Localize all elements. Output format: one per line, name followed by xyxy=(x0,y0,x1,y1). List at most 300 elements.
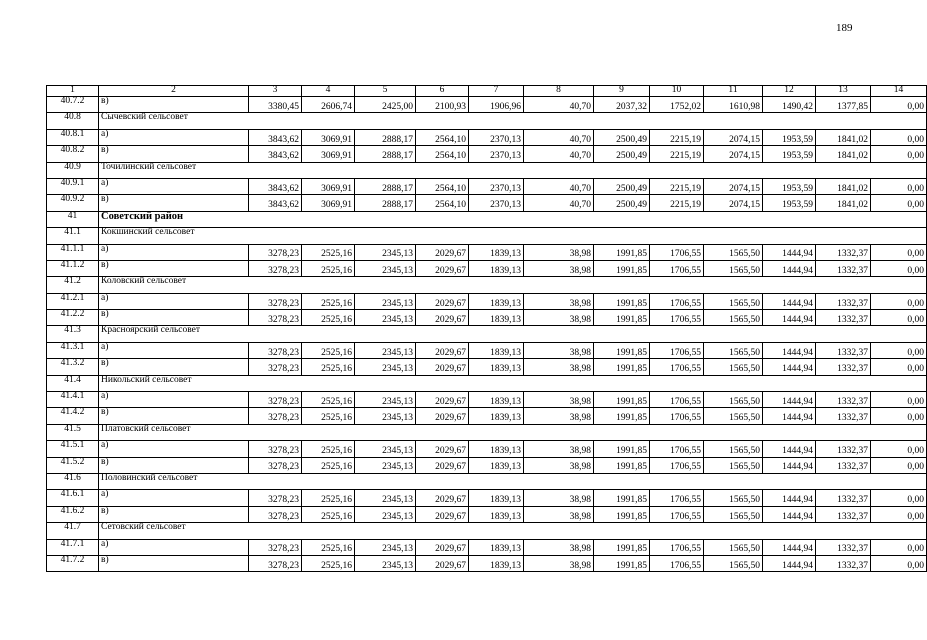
value-cell: 2074,15 xyxy=(704,195,763,211)
row-code: 40.9.1 xyxy=(47,178,99,194)
section-title: Никольский сельсовет xyxy=(99,375,927,391)
value-cell: 1565,50 xyxy=(704,260,763,276)
value-cell: 1444,94 xyxy=(763,342,816,358)
value-cell: 1444,94 xyxy=(763,310,816,326)
value-cell: 1377,85 xyxy=(816,97,871,113)
table-row xyxy=(47,310,927,326)
value-cell: 1444,94 xyxy=(763,457,816,473)
value-cell: 2215,19 xyxy=(650,146,704,162)
table-row xyxy=(47,441,927,457)
row-code: 41.2.2 xyxy=(47,310,99,326)
value-cell: 2564,10 xyxy=(416,146,469,162)
row-code: 41.7.2 xyxy=(47,555,99,571)
value-cell: 1991,85 xyxy=(594,441,650,457)
value-cell: 1332,37 xyxy=(816,441,871,457)
value-cell: 1991,85 xyxy=(594,244,650,260)
value-cell: 1444,94 xyxy=(763,260,816,276)
value-cell: 1953,59 xyxy=(763,129,816,145)
value-cell: 1565,50 xyxy=(704,506,763,522)
row-label: в) xyxy=(99,506,249,522)
table-row xyxy=(47,342,927,358)
table-row xyxy=(47,457,927,473)
value-cell: 1991,85 xyxy=(594,310,650,326)
value-cell: 2345,13 xyxy=(355,555,416,571)
value-cell: 40,70 xyxy=(524,178,594,194)
value-cell: 0,00 xyxy=(871,129,927,145)
value-cell: 2029,67 xyxy=(416,555,469,571)
value-cell: 1565,50 xyxy=(704,359,763,375)
row-label: а) xyxy=(99,392,249,408)
value-cell: 3278,23 xyxy=(249,555,302,571)
value-cell: 2345,13 xyxy=(355,310,416,326)
value-cell: 2029,67 xyxy=(416,408,469,424)
value-cell: 2500,49 xyxy=(594,129,650,145)
value-cell: 1991,85 xyxy=(594,408,650,424)
row-label: в) xyxy=(99,359,249,375)
value-cell: 1444,94 xyxy=(763,408,816,424)
value-cell: 2525,16 xyxy=(302,490,355,506)
value-cell: 0,00 xyxy=(871,342,927,358)
value-cell: 1706,55 xyxy=(650,293,704,309)
value-cell: 0,00 xyxy=(871,293,927,309)
value-cell: 1610,98 xyxy=(704,97,763,113)
value-cell: 0,00 xyxy=(871,359,927,375)
row-label: в) xyxy=(99,555,249,571)
row-label: в) xyxy=(99,146,249,162)
value-cell: 3278,23 xyxy=(249,244,302,260)
value-cell: 1752,02 xyxy=(650,97,704,113)
value-cell: 2525,16 xyxy=(302,244,355,260)
row-label: а) xyxy=(99,490,249,506)
value-cell: 2345,13 xyxy=(355,408,416,424)
value-cell: 2345,13 xyxy=(355,244,416,260)
value-cell: 1490,42 xyxy=(763,97,816,113)
value-cell: 1991,85 xyxy=(594,392,650,408)
row-label: а) xyxy=(99,244,249,260)
value-cell: 1841,02 xyxy=(816,178,871,194)
table-row xyxy=(47,244,927,260)
value-cell: 40,70 xyxy=(524,146,594,162)
value-cell: 2500,49 xyxy=(594,178,650,194)
value-cell: 2345,13 xyxy=(355,359,416,375)
row-label: в) xyxy=(99,260,249,276)
row-label: в) xyxy=(99,310,249,326)
table-row xyxy=(47,260,927,276)
value-cell: 1953,59 xyxy=(763,195,816,211)
section-title: Платовский сельсовет xyxy=(99,424,927,440)
row-label: в) xyxy=(99,408,249,424)
table-row xyxy=(47,146,927,162)
row-label: а) xyxy=(99,129,249,145)
value-cell: 1444,94 xyxy=(763,359,816,375)
value-cell: 2888,17 xyxy=(355,178,416,194)
value-cell: 2370,13 xyxy=(469,195,524,211)
table-row xyxy=(47,555,927,571)
value-cell: 1839,13 xyxy=(469,310,524,326)
value-cell: 1706,55 xyxy=(650,359,704,375)
header-cell: 9 xyxy=(594,86,650,97)
header-cell: 6 xyxy=(416,86,469,97)
value-cell: 1706,55 xyxy=(650,342,704,358)
table-row xyxy=(47,293,927,309)
value-cell: 1839,13 xyxy=(469,506,524,522)
value-cell: 2564,10 xyxy=(416,195,469,211)
value-cell: 2525,16 xyxy=(302,539,355,555)
value-cell: 38,98 xyxy=(524,457,594,473)
value-cell: 1839,13 xyxy=(469,293,524,309)
value-cell: 1332,37 xyxy=(816,244,871,260)
row-label: а) xyxy=(99,178,249,194)
value-cell: 1839,13 xyxy=(469,392,524,408)
value-cell: 2606,74 xyxy=(302,97,355,113)
value-cell: 2029,67 xyxy=(416,392,469,408)
value-cell: 40,70 xyxy=(524,129,594,145)
value-cell: 3278,23 xyxy=(249,457,302,473)
row-code: 41.1.2 xyxy=(47,260,99,276)
value-cell: 2525,16 xyxy=(302,359,355,375)
row-code: 41.1.1 xyxy=(47,244,99,260)
row-label: в) xyxy=(99,195,249,211)
value-cell: 2525,16 xyxy=(302,457,355,473)
value-cell: 1953,59 xyxy=(763,146,816,162)
value-cell: 2525,16 xyxy=(302,392,355,408)
row-code: 41.2.1 xyxy=(47,293,99,309)
value-cell: 1839,13 xyxy=(469,539,524,555)
value-cell: 2525,16 xyxy=(302,293,355,309)
value-cell: 1839,13 xyxy=(469,408,524,424)
section-title: Точилинский сельсовет xyxy=(99,162,927,178)
value-cell: 1332,37 xyxy=(816,359,871,375)
value-cell: 1444,94 xyxy=(763,490,816,506)
section-row xyxy=(47,326,927,342)
value-cell: 38,98 xyxy=(524,310,594,326)
row-label: а) xyxy=(99,342,249,358)
value-cell: 3278,23 xyxy=(249,392,302,408)
value-cell: 2525,16 xyxy=(302,260,355,276)
header-cell: 1 xyxy=(47,86,99,97)
value-cell: 3278,23 xyxy=(249,490,302,506)
value-cell: 2525,16 xyxy=(302,441,355,457)
tariff-table xyxy=(46,85,927,572)
value-cell: 40,70 xyxy=(524,97,594,113)
header-cell: 11 xyxy=(704,86,763,97)
row-code: 40.9 xyxy=(47,162,99,178)
value-cell: 2100,93 xyxy=(416,97,469,113)
value-cell: 1839,13 xyxy=(469,441,524,457)
table-row xyxy=(47,195,927,211)
row-code: 41.3.2 xyxy=(47,359,99,375)
section-row xyxy=(47,473,927,489)
value-cell: 2029,67 xyxy=(416,457,469,473)
row-code: 40.9.2 xyxy=(47,195,99,211)
header-row xyxy=(47,86,927,97)
value-cell: 2888,17 xyxy=(355,146,416,162)
value-cell: 3843,62 xyxy=(249,178,302,194)
header-cell: 8 xyxy=(524,86,594,97)
value-cell: 1444,94 xyxy=(763,293,816,309)
value-cell: 0,00 xyxy=(871,408,927,424)
value-cell: 2345,13 xyxy=(355,392,416,408)
value-cell: 2370,13 xyxy=(469,129,524,145)
section-row xyxy=(47,113,927,129)
value-cell: 2029,67 xyxy=(416,342,469,358)
value-cell: 38,98 xyxy=(524,408,594,424)
value-cell: 2074,15 xyxy=(704,178,763,194)
value-cell: 1332,37 xyxy=(816,310,871,326)
table-row xyxy=(47,129,927,145)
section-row xyxy=(47,523,927,539)
value-cell: 2037,32 xyxy=(594,97,650,113)
header-cell: 12 xyxy=(763,86,816,97)
row-code: 41.6.1 xyxy=(47,490,99,506)
value-cell: 1706,55 xyxy=(650,457,704,473)
value-cell: 3278,23 xyxy=(249,539,302,555)
value-cell: 1841,02 xyxy=(816,146,871,162)
value-cell: 2525,16 xyxy=(302,506,355,522)
value-cell: 2215,19 xyxy=(650,195,704,211)
row-label: а) xyxy=(99,441,249,457)
value-cell: 38,98 xyxy=(524,392,594,408)
value-cell: 3843,62 xyxy=(249,146,302,162)
row-code: 41 xyxy=(47,211,99,227)
value-cell: 1332,37 xyxy=(816,539,871,555)
row-code: 41.5.1 xyxy=(47,441,99,457)
value-cell: 1706,55 xyxy=(650,244,704,260)
value-cell: 0,00 xyxy=(871,441,927,457)
value-cell: 0,00 xyxy=(871,539,927,555)
value-cell: 1839,13 xyxy=(469,555,524,571)
value-cell: 2888,17 xyxy=(355,195,416,211)
row-code: 41.4.1 xyxy=(47,392,99,408)
section-row xyxy=(47,277,927,293)
value-cell: 1706,55 xyxy=(650,441,704,457)
value-cell: 0,00 xyxy=(871,178,927,194)
value-cell: 0,00 xyxy=(871,146,927,162)
value-cell: 1565,50 xyxy=(704,457,763,473)
value-cell: 3069,91 xyxy=(302,195,355,211)
value-cell: 1565,50 xyxy=(704,293,763,309)
value-cell: 1565,50 xyxy=(704,392,763,408)
value-cell: 0,00 xyxy=(871,195,927,211)
section-row xyxy=(47,228,927,244)
value-cell: 1839,13 xyxy=(469,244,524,260)
section-title: Коловский сельсовет xyxy=(99,277,927,293)
value-cell: 1839,13 xyxy=(469,490,524,506)
value-cell: 2215,19 xyxy=(650,129,704,145)
value-cell: 2370,13 xyxy=(469,146,524,162)
header-cell: 3 xyxy=(249,86,302,97)
value-cell: 1332,37 xyxy=(816,260,871,276)
value-cell: 38,98 xyxy=(524,441,594,457)
value-cell: 1565,50 xyxy=(704,490,763,506)
value-cell: 2345,13 xyxy=(355,260,416,276)
value-cell: 1991,85 xyxy=(594,293,650,309)
row-code: 41.6.2 xyxy=(47,506,99,522)
value-cell: 1841,02 xyxy=(816,195,871,211)
value-cell: 2029,67 xyxy=(416,293,469,309)
value-cell: 0,00 xyxy=(871,392,927,408)
value-cell: 3278,23 xyxy=(249,293,302,309)
table-row xyxy=(47,392,927,408)
value-cell: 1706,55 xyxy=(650,506,704,522)
value-cell: 1991,85 xyxy=(594,490,650,506)
value-cell: 1444,94 xyxy=(763,555,816,571)
row-code: 41.7 xyxy=(47,523,99,539)
value-cell: 1706,55 xyxy=(650,392,704,408)
section-row xyxy=(47,162,927,178)
table-row xyxy=(47,359,927,375)
value-cell: 2029,67 xyxy=(416,441,469,457)
row-code: 40.8 xyxy=(47,113,99,129)
value-cell: 1332,37 xyxy=(816,293,871,309)
value-cell: 38,98 xyxy=(524,293,594,309)
value-cell: 2500,49 xyxy=(594,146,650,162)
row-code: 41.4 xyxy=(47,375,99,391)
value-cell: 0,00 xyxy=(871,490,927,506)
value-cell: 1706,55 xyxy=(650,408,704,424)
page-number: 189 xyxy=(836,22,853,34)
row-code: 41.3 xyxy=(47,326,99,342)
value-cell: 0,00 xyxy=(871,457,927,473)
row-code: 40.7.2 xyxy=(47,97,99,113)
header-cell: 7 xyxy=(469,86,524,97)
value-cell: 1706,55 xyxy=(650,555,704,571)
table-row xyxy=(47,539,927,555)
value-cell: 2525,16 xyxy=(302,408,355,424)
value-cell: 1991,85 xyxy=(594,457,650,473)
value-cell: 2029,67 xyxy=(416,359,469,375)
section-title: Советский район xyxy=(99,211,927,227)
section-title: Сычевский сельсовет xyxy=(99,113,927,129)
value-cell: 1444,94 xyxy=(763,506,816,522)
header-cell: 10 xyxy=(650,86,704,97)
row-label: в) xyxy=(99,97,249,113)
value-cell: 1565,50 xyxy=(704,342,763,358)
header-cell: 5 xyxy=(355,86,416,97)
value-cell: 2029,67 xyxy=(416,244,469,260)
value-cell: 1991,85 xyxy=(594,260,650,276)
value-cell: 2525,16 xyxy=(302,310,355,326)
value-cell: 2564,10 xyxy=(416,178,469,194)
value-cell: 1839,13 xyxy=(469,260,524,276)
value-cell: 38,98 xyxy=(524,555,594,571)
value-cell: 1706,55 xyxy=(650,310,704,326)
section-title: Половинский сельсовет xyxy=(99,473,927,489)
table-row xyxy=(47,178,927,194)
value-cell: 2564,10 xyxy=(416,129,469,145)
value-cell: 3278,23 xyxy=(249,310,302,326)
value-cell: 1332,37 xyxy=(816,506,871,522)
row-code: 41.5 xyxy=(47,424,99,440)
value-cell: 1991,85 xyxy=(594,359,650,375)
value-cell: 1706,55 xyxy=(650,539,704,555)
value-cell: 1991,85 xyxy=(594,539,650,555)
section-title: Красноярский сельсовет xyxy=(99,326,927,342)
section-row xyxy=(47,211,927,227)
value-cell: 3843,62 xyxy=(249,129,302,145)
value-cell: 1706,55 xyxy=(650,490,704,506)
value-cell: 1906,96 xyxy=(469,97,524,113)
value-cell: 1332,37 xyxy=(816,555,871,571)
value-cell: 1332,37 xyxy=(816,408,871,424)
value-cell: 1444,94 xyxy=(763,244,816,260)
header-cell: 4 xyxy=(302,86,355,97)
value-cell: 2888,17 xyxy=(355,129,416,145)
value-cell: 2345,13 xyxy=(355,490,416,506)
value-cell: 0,00 xyxy=(871,260,927,276)
value-cell: 1839,13 xyxy=(469,342,524,358)
value-cell: 0,00 xyxy=(871,244,927,260)
row-code: 41.6 xyxy=(47,473,99,489)
value-cell: 2345,13 xyxy=(355,506,416,522)
value-cell: 2345,13 xyxy=(355,293,416,309)
value-cell: 2500,49 xyxy=(594,195,650,211)
value-cell: 2345,13 xyxy=(355,342,416,358)
value-cell: 3069,91 xyxy=(302,129,355,145)
value-cell: 1444,94 xyxy=(763,441,816,457)
value-cell: 1565,50 xyxy=(704,555,763,571)
value-cell: 2029,67 xyxy=(416,506,469,522)
value-cell: 2074,15 xyxy=(704,129,763,145)
value-cell: 1565,50 xyxy=(704,244,763,260)
value-cell: 38,98 xyxy=(524,490,594,506)
row-code: 40.8.1 xyxy=(47,129,99,145)
value-cell: 2029,67 xyxy=(416,310,469,326)
value-cell: 38,98 xyxy=(524,342,594,358)
value-cell: 38,98 xyxy=(524,506,594,522)
header-cell: 14 xyxy=(871,86,927,97)
section-title: Сетовский сельсовет xyxy=(99,523,927,539)
value-cell: 1991,85 xyxy=(594,555,650,571)
value-cell: 0,00 xyxy=(871,555,927,571)
row-code: 41.3.1 xyxy=(47,342,99,358)
value-cell: 1565,50 xyxy=(704,539,763,555)
value-cell: 1839,13 xyxy=(469,457,524,473)
value-cell: 2029,67 xyxy=(416,260,469,276)
value-cell: 0,00 xyxy=(871,506,927,522)
value-cell: 3069,91 xyxy=(302,146,355,162)
value-cell: 2074,15 xyxy=(704,146,763,162)
value-cell: 3278,23 xyxy=(249,260,302,276)
row-code: 40.8.2 xyxy=(47,146,99,162)
value-cell: 2215,19 xyxy=(650,178,704,194)
section-row xyxy=(47,424,927,440)
value-cell: 1565,50 xyxy=(704,408,763,424)
value-cell: 3278,23 xyxy=(249,408,302,424)
value-cell: 2370,13 xyxy=(469,178,524,194)
value-cell: 38,98 xyxy=(524,260,594,276)
value-cell: 1991,85 xyxy=(594,506,650,522)
value-cell: 38,98 xyxy=(524,244,594,260)
table-row xyxy=(47,506,927,522)
value-cell: 3278,23 xyxy=(249,359,302,375)
value-cell: 3069,91 xyxy=(302,178,355,194)
value-cell: 3278,23 xyxy=(249,441,302,457)
value-cell: 3278,23 xyxy=(249,506,302,522)
value-cell: 1444,94 xyxy=(763,392,816,408)
value-cell: 1565,50 xyxy=(704,441,763,457)
header-cell: 13 xyxy=(816,86,871,97)
value-cell: 1841,02 xyxy=(816,129,871,145)
section-row xyxy=(47,375,927,391)
value-cell: 1991,85 xyxy=(594,342,650,358)
value-cell: 3380,45 xyxy=(249,97,302,113)
value-cell: 1444,94 xyxy=(763,539,816,555)
row-label: а) xyxy=(99,539,249,555)
value-cell: 38,98 xyxy=(524,359,594,375)
row-code: 41.4.2 xyxy=(47,408,99,424)
value-cell: 2525,16 xyxy=(302,342,355,358)
